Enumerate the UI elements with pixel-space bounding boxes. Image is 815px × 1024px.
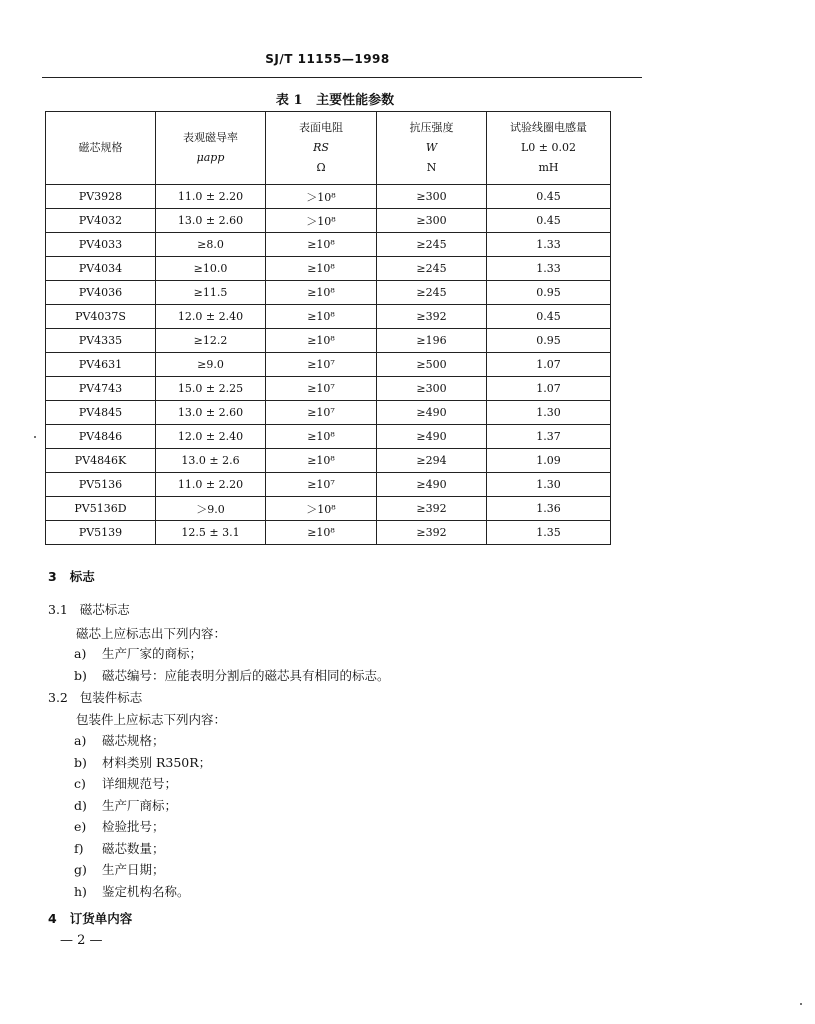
cell-core-spec: PV4845 <box>46 401 156 425</box>
cell-permeability: 12.0 ± 2.40 <box>156 305 266 329</box>
col-header-core-spec: 磁芯规格 <box>46 112 156 185</box>
cell-test-inductance: 1.36 <box>487 497 611 521</box>
cell-core-spec: PV4743 <box>46 377 156 401</box>
cell-surface-resistance: ≥10⁸ <box>266 305 377 329</box>
cell-test-inductance: 1.33 <box>487 233 611 257</box>
cell-core-spec: PV4032 <box>46 209 156 233</box>
cell-surface-resistance: ≥10⁷ <box>266 377 377 401</box>
cell-compressive-strength: ≥490 <box>377 401 487 425</box>
list-item-text: 材料类别 R350R； <box>102 754 212 770</box>
table-row <box>46 401 611 425</box>
section-3-1-heading: 3.1 磁芯标志 <box>48 602 130 617</box>
cell-test-inductance: 0.45 <box>487 305 611 329</box>
col-header-surface-resistance: 表面电阻 RS Ω <box>266 112 377 185</box>
cell-surface-resistance: ≥10⁸ <box>266 449 377 473</box>
cell-test-inductance: 1.07 <box>487 377 611 401</box>
list-item-text: 磁芯编号：应能表明分割后的磁芯具有相同的标志。 <box>102 668 390 683</box>
section-3-1-intro: 磁芯上应标志出下列内容： <box>76 626 227 641</box>
cell-core-spec: PV5136D <box>46 497 156 521</box>
standard-code: SJ/T 11155—1998 <box>265 52 390 66</box>
cell-surface-resistance: ＞10⁸ <box>266 497 377 521</box>
list-item-text: 磁芯规格； <box>102 733 165 748</box>
cell-compressive-strength: ≥392 <box>377 497 487 521</box>
cell-surface-resistance: ≥10⁸ <box>266 233 377 257</box>
list-item-marker: f) <box>74 840 84 856</box>
list-item-text: 生产日期； <box>102 862 165 877</box>
list-item <box>74 796 177 814</box>
cell-test-inductance: 1.35 <box>487 521 611 545</box>
cell-permeability: 12.5 ± 3.1 <box>156 521 266 545</box>
cell-permeability: ≥11.5 <box>156 281 266 305</box>
cell-permeability: ＞9.0 <box>156 497 266 521</box>
table-row <box>46 281 611 305</box>
list-item <box>74 644 202 662</box>
table-row <box>46 473 611 497</box>
cell-core-spec: PV5136 <box>46 473 156 497</box>
list-item <box>74 774 177 792</box>
table-row <box>46 449 611 473</box>
cell-surface-resistance: ＞10⁸ <box>266 209 377 233</box>
cell-test-inductance: 1.30 <box>487 473 611 497</box>
scan-speck <box>800 1003 802 1005</box>
cell-surface-resistance: ≥10⁸ <box>266 425 377 449</box>
cell-core-spec: PV3928 <box>46 185 156 209</box>
cell-core-spec: PV4335 <box>46 329 156 353</box>
cell-core-spec: PV4631 <box>46 353 156 377</box>
list-item <box>74 753 211 771</box>
cell-permeability: ≥10.0 <box>156 257 266 281</box>
list-item-marker: a) <box>74 646 87 661</box>
table-row <box>46 305 611 329</box>
cell-surface-resistance: ≥10⁷ <box>266 473 377 497</box>
list-item-marker: c) <box>74 776 86 791</box>
cell-core-spec: PV4033 <box>46 233 156 257</box>
cell-compressive-strength: ≥245 <box>377 233 487 257</box>
list-item-marker: a) <box>74 733 87 748</box>
cell-surface-resistance: ≥10⁸ <box>266 257 377 281</box>
cell-test-inductance: 1.07 <box>487 353 611 377</box>
list-item-text: 鉴定机构名称。 <box>102 883 190 899</box>
list-item <box>74 839 165 857</box>
cell-compressive-strength: ≥300 <box>377 209 487 233</box>
list-item <box>74 860 165 878</box>
cell-compressive-strength: ≥245 <box>377 257 487 281</box>
cell-compressive-strength: ≥500 <box>377 353 487 377</box>
section-4-heading: 4 订货单内容 <box>48 911 133 926</box>
cell-surface-resistance: ≥10⁸ <box>266 281 377 305</box>
list-item-marker: g) <box>74 862 87 877</box>
cell-surface-resistance: ≥10⁸ <box>266 521 377 545</box>
list-item-text: 详细规范号； <box>102 776 178 791</box>
section-3-2-intro: 包装件上应标志下列内容： <box>76 712 227 727</box>
cell-compressive-strength: ≥245 <box>377 281 487 305</box>
cell-compressive-strength: ≥294 <box>377 449 487 473</box>
list-item-marker: h) <box>74 883 87 899</box>
cell-test-inductance: 1.30 <box>487 401 611 425</box>
list-item-marker: b) <box>74 754 87 770</box>
cell-permeability: 15.0 ± 2.25 <box>156 377 266 401</box>
cell-test-inductance: 1.33 <box>487 257 611 281</box>
list-item-text: 生产厂家的商标； <box>102 646 203 661</box>
table-row <box>46 521 611 545</box>
page-number: — 2 — <box>60 933 103 948</box>
cell-core-spec: PV4846K <box>46 449 156 473</box>
cell-permeability: 11.0 ± 2.20 <box>156 185 266 209</box>
list-item <box>74 731 165 749</box>
table-row <box>46 377 611 401</box>
table-row <box>46 209 611 233</box>
table-title: 表 1 主要性能参数 <box>275 93 395 108</box>
cell-permeability: 13.0 ± 2.60 <box>156 209 266 233</box>
cell-compressive-strength: ≥490 <box>377 473 487 497</box>
cell-surface-resistance: ≥10⁸ <box>266 329 377 353</box>
header-rule <box>42 77 642 78</box>
cell-test-inductance: 1.09 <box>487 449 611 473</box>
cell-test-inductance: 0.95 <box>487 281 611 305</box>
performance-table <box>45 111 611 545</box>
col-header-permeability: 表观磁导率 μapp <box>156 112 266 185</box>
cell-compressive-strength: ≥300 <box>377 377 487 401</box>
col-header-test-inductance: 试验线圈电感量 L0 ± 0.02 mH <box>487 112 611 185</box>
cell-permeability: ≥9.0 <box>156 353 266 377</box>
cell-test-inductance: 0.45 <box>487 209 611 233</box>
table-row <box>46 353 611 377</box>
scan-speck <box>34 436 36 438</box>
cell-compressive-strength: ≥300 <box>377 185 487 209</box>
table-row <box>46 329 611 353</box>
table-row <box>46 497 611 521</box>
col-header-compressive-strength: 抗压强度 W N <box>377 112 487 185</box>
cell-compressive-strength: ≥490 <box>377 425 487 449</box>
table-body <box>46 185 611 545</box>
list-item <box>74 817 165 835</box>
cell-surface-resistance: ＞10⁸ <box>266 185 377 209</box>
cell-test-inductance: 1.37 <box>487 425 611 449</box>
cell-test-inductance: 0.95 <box>487 329 611 353</box>
cell-core-spec: PV4034 <box>46 257 156 281</box>
cell-core-spec: PV5139 <box>46 521 156 545</box>
cell-core-spec: PV4036 <box>46 281 156 305</box>
cell-compressive-strength: ≥392 <box>377 305 487 329</box>
cell-permeability: 12.0 ± 2.40 <box>156 425 266 449</box>
list-item-text: 磁芯数量； <box>102 840 165 856</box>
cell-permeability: 13.0 ± 2.60 <box>156 401 266 425</box>
list-item <box>74 666 390 684</box>
cell-permeability: ≥8.0 <box>156 233 266 257</box>
cell-compressive-strength: ≥196 <box>377 329 487 353</box>
cell-core-spec: PV4037S <box>46 305 156 329</box>
cell-surface-resistance: ≥10⁷ <box>266 401 377 425</box>
table-header-row <box>46 112 611 185</box>
list-item-text: 生产厂商标； <box>102 797 178 813</box>
section-3-heading: 3 标志 <box>48 569 95 584</box>
list-item-marker: d) <box>74 797 87 813</box>
list-item-marker: b) <box>74 668 87 683</box>
list-item-marker: e) <box>74 819 87 834</box>
cell-permeability: 13.0 ± 2.6 <box>156 449 266 473</box>
cell-surface-resistance: ≥10⁷ <box>266 353 377 377</box>
table-row <box>46 425 611 449</box>
table-row <box>46 233 611 257</box>
section-3-2-heading: 3.2 包装件标志 <box>48 690 143 705</box>
list-item-text: 检验批号； <box>102 819 165 834</box>
list-item <box>74 882 190 900</box>
cell-test-inductance: 0.45 <box>487 185 611 209</box>
cell-permeability: 11.0 ± 2.20 <box>156 473 266 497</box>
table-row <box>46 257 611 281</box>
table-row <box>46 185 611 209</box>
cell-core-spec: PV4846 <box>46 425 156 449</box>
cell-compressive-strength: ≥392 <box>377 521 487 545</box>
cell-permeability: ≥12.2 <box>156 329 266 353</box>
